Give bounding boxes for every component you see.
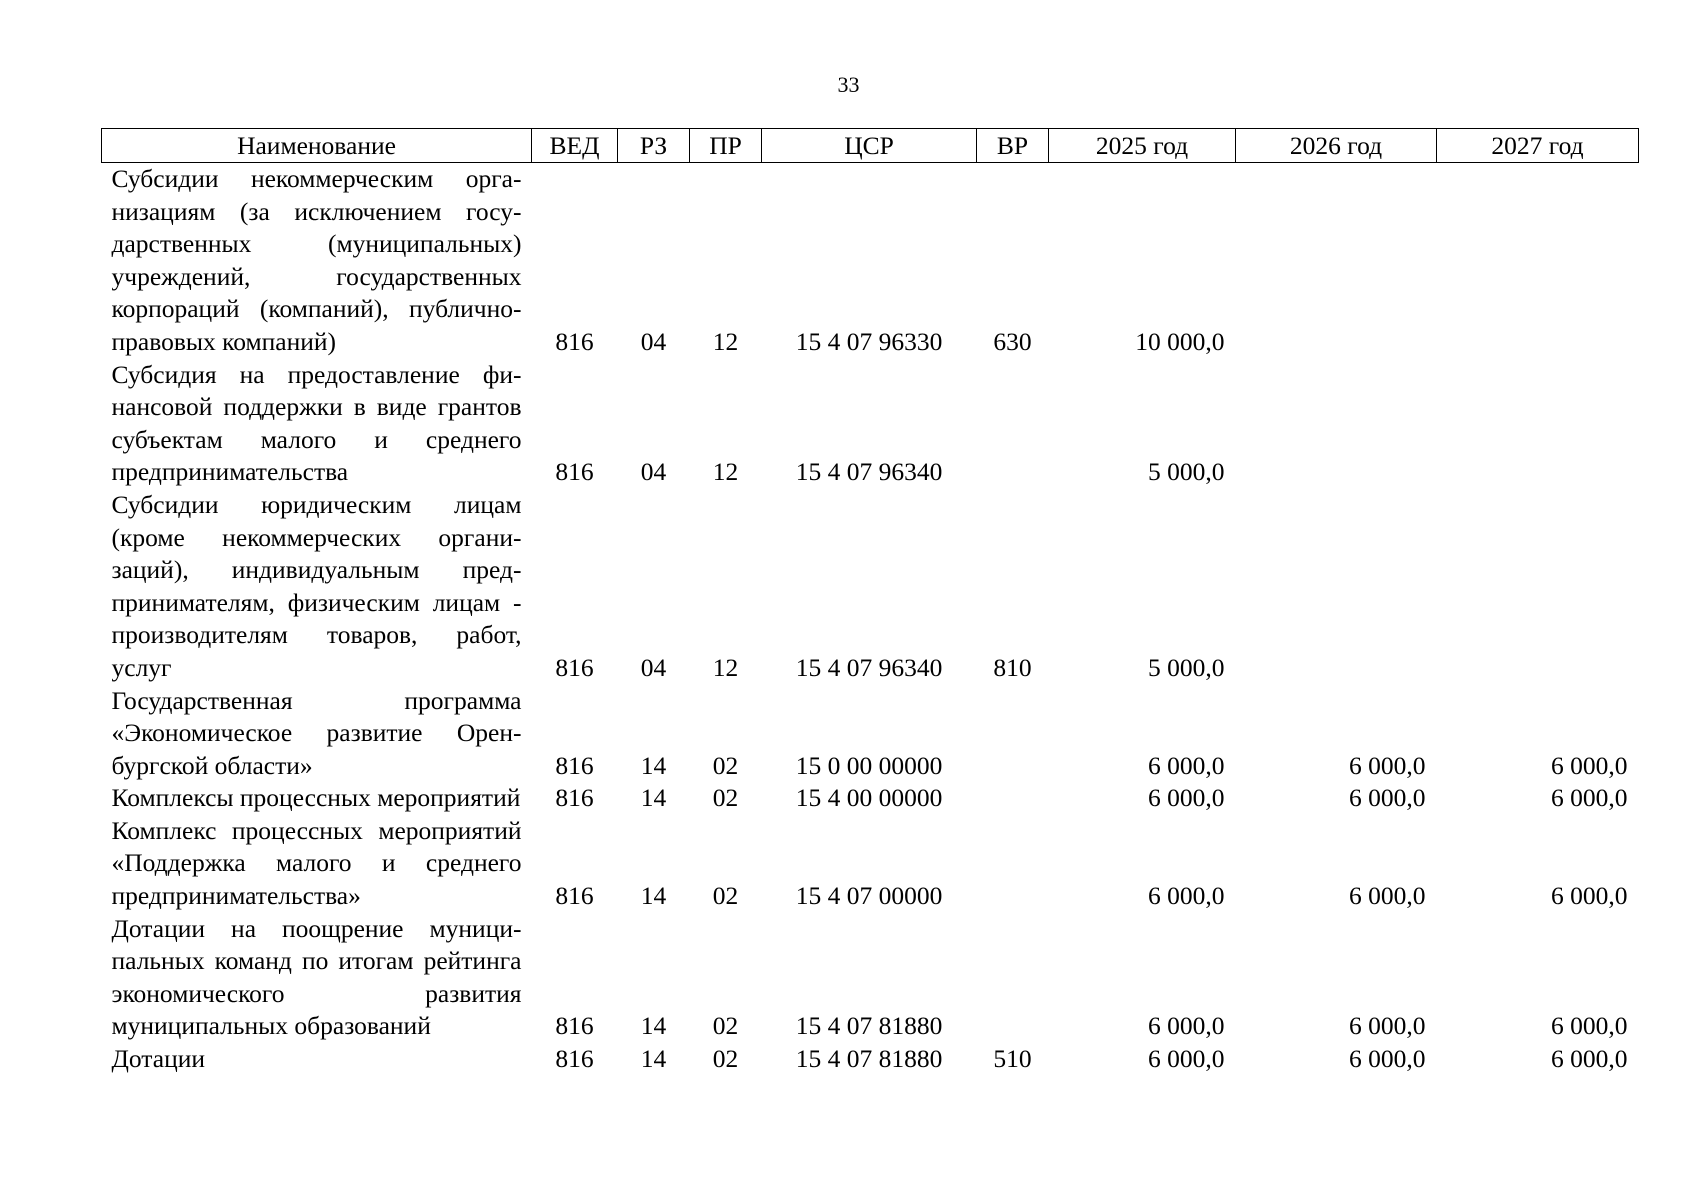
table-row xyxy=(102,1043,1639,1076)
cell-name: Дотации xyxy=(111,1044,206,1074)
cell-y2025: 5 000,0 xyxy=(1148,652,1225,682)
cell-rz: 04 xyxy=(640,652,667,682)
cell-csr: 15 4 07 81880 xyxy=(795,1044,943,1074)
cell-y2026: 6 000,0 xyxy=(1349,1044,1426,1074)
cell-pr: 02 xyxy=(712,1011,739,1041)
cell-y2025: 10 000,0 xyxy=(1135,326,1225,356)
cell-pr: 12 xyxy=(712,652,739,682)
header-pr: ПР xyxy=(690,129,762,163)
header-rz: РЗ xyxy=(618,129,690,163)
cell-csr: 15 4 07 00000 xyxy=(795,881,943,911)
cell-ved: 816 xyxy=(555,783,594,813)
table-row xyxy=(102,913,1639,1043)
table-row xyxy=(102,163,1639,359)
cell-y2026 xyxy=(1236,489,1437,685)
cell-y2025: 6 000,0 xyxy=(1148,750,1225,780)
cell-y2027: 6 000,0 xyxy=(1551,783,1628,813)
header-csr: ЦСР xyxy=(762,129,977,163)
cell-y2027: 6 000,0 xyxy=(1551,1011,1628,1041)
cell-rz: 04 xyxy=(640,457,667,487)
cell-name: Государственная программа «Экономическое развитие Оренбургской области» xyxy=(111,685,522,780)
header-2027: 2027 год xyxy=(1437,129,1639,163)
cell-csr: 15 4 00 00000 xyxy=(795,783,943,813)
cell-y2027: 6 000,0 xyxy=(1551,881,1628,911)
header-vr: ВР xyxy=(977,129,1049,163)
cell-ved: 816 xyxy=(555,750,594,780)
cell-csr: 15 4 07 96330 xyxy=(795,326,943,356)
cell-rz: 14 xyxy=(640,1044,667,1074)
cell-ved: 816 xyxy=(555,457,594,487)
cell-rz: 04 xyxy=(640,326,667,356)
cell-vr xyxy=(977,815,1049,913)
cell-vr xyxy=(977,913,1049,1043)
cell-vr xyxy=(977,685,1049,783)
cell-y2026 xyxy=(1236,359,1437,489)
cell-y2026: 6 000,0 xyxy=(1349,1011,1426,1041)
cell-rz: 14 xyxy=(640,783,667,813)
cell-y2026: 6 000,0 xyxy=(1349,783,1426,813)
cell-csr: 15 0 00 00000 xyxy=(795,750,943,780)
cell-y2027: 6 000,0 xyxy=(1551,750,1628,780)
cell-y2025: 6 000,0 xyxy=(1148,881,1225,911)
budget-table xyxy=(101,128,1639,1076)
cell-csr: 15 4 07 96340 xyxy=(795,457,943,487)
cell-y2027 xyxy=(1437,359,1639,489)
header-name: Наименование xyxy=(102,129,532,163)
cell-pr: 02 xyxy=(712,750,739,780)
cell-vr xyxy=(977,782,1049,815)
cell-ved: 816 xyxy=(555,652,594,682)
cell-rz: 14 xyxy=(640,881,667,911)
cell-y2026 xyxy=(1236,163,1437,359)
cell-pr: 12 xyxy=(712,457,739,487)
cell-vr: 810 xyxy=(993,652,1032,682)
cell-name: Субсидии юридическим лицам (кроме некоммерческих организаций), индивидуальным предпринимателям, физическим лицам - производителям товаров, работ, услуг xyxy=(111,489,522,682)
cell-ved: 816 xyxy=(555,1011,594,1041)
header-2025: 2025 год xyxy=(1049,129,1236,163)
cell-y2026: 6 000,0 xyxy=(1349,750,1426,780)
cell-rz: 14 xyxy=(640,750,667,780)
page-number: 33 xyxy=(837,72,860,97)
cell-name: Комплексы процессных мероприятий xyxy=(111,783,521,813)
cell-y2026: 6 000,0 xyxy=(1349,881,1426,911)
cell-vr xyxy=(977,359,1049,489)
table-row xyxy=(102,685,1639,783)
table-body xyxy=(102,163,1639,1076)
cell-ved: 816 xyxy=(555,1044,594,1074)
table-row xyxy=(102,489,1639,685)
cell-rz: 14 xyxy=(640,1011,667,1041)
table-header-row xyxy=(102,129,1639,163)
cell-y2025: 6 000,0 xyxy=(1148,783,1225,813)
table-row xyxy=(102,359,1639,489)
cell-csr: 15 4 07 81880 xyxy=(795,1011,943,1041)
cell-y2027: 6 000,0 xyxy=(1551,1044,1628,1074)
cell-y2025: 5 000,0 xyxy=(1148,457,1225,487)
cell-y2027 xyxy=(1437,489,1639,685)
cell-ved: 816 xyxy=(555,326,594,356)
cell-csr: 15 4 07 96340 xyxy=(795,652,943,682)
cell-name: Комплекс процессных мероприятий «Поддержка малого и среднего предпринимательства» xyxy=(111,815,522,911)
table-row xyxy=(102,815,1639,913)
cell-pr: 02 xyxy=(712,881,739,911)
cell-ved: 816 xyxy=(555,881,594,911)
cell-vr: 630 xyxy=(993,326,1032,356)
cell-name: Субсидия на предоставление финансовой поддержки в виде грантов субъектам малого и среднего предпринимательства xyxy=(111,359,522,487)
header-2026: 2026 год xyxy=(1236,129,1437,163)
cell-name: Дотации на поощрение муниципальных команд по итогам рейтинга экономического развития муниципальных образований xyxy=(111,913,522,1041)
cell-y2027 xyxy=(1437,163,1639,359)
cell-y2025: 6 000,0 xyxy=(1148,1011,1225,1041)
cell-pr: 12 xyxy=(712,326,739,356)
cell-vr: 510 xyxy=(993,1044,1032,1074)
cell-name: Субсидии некоммерческим организациям (за исключением государственных (муниципальных) учреждений, государственных корпораций (компаний), публично-правовых компаний) xyxy=(111,164,522,356)
table-row xyxy=(102,782,1639,815)
header-ved: ВЕД xyxy=(532,129,618,163)
cell-pr: 02 xyxy=(712,783,739,813)
cell-y2025: 6 000,0 xyxy=(1148,1044,1225,1074)
cell-pr: 02 xyxy=(712,1044,739,1074)
